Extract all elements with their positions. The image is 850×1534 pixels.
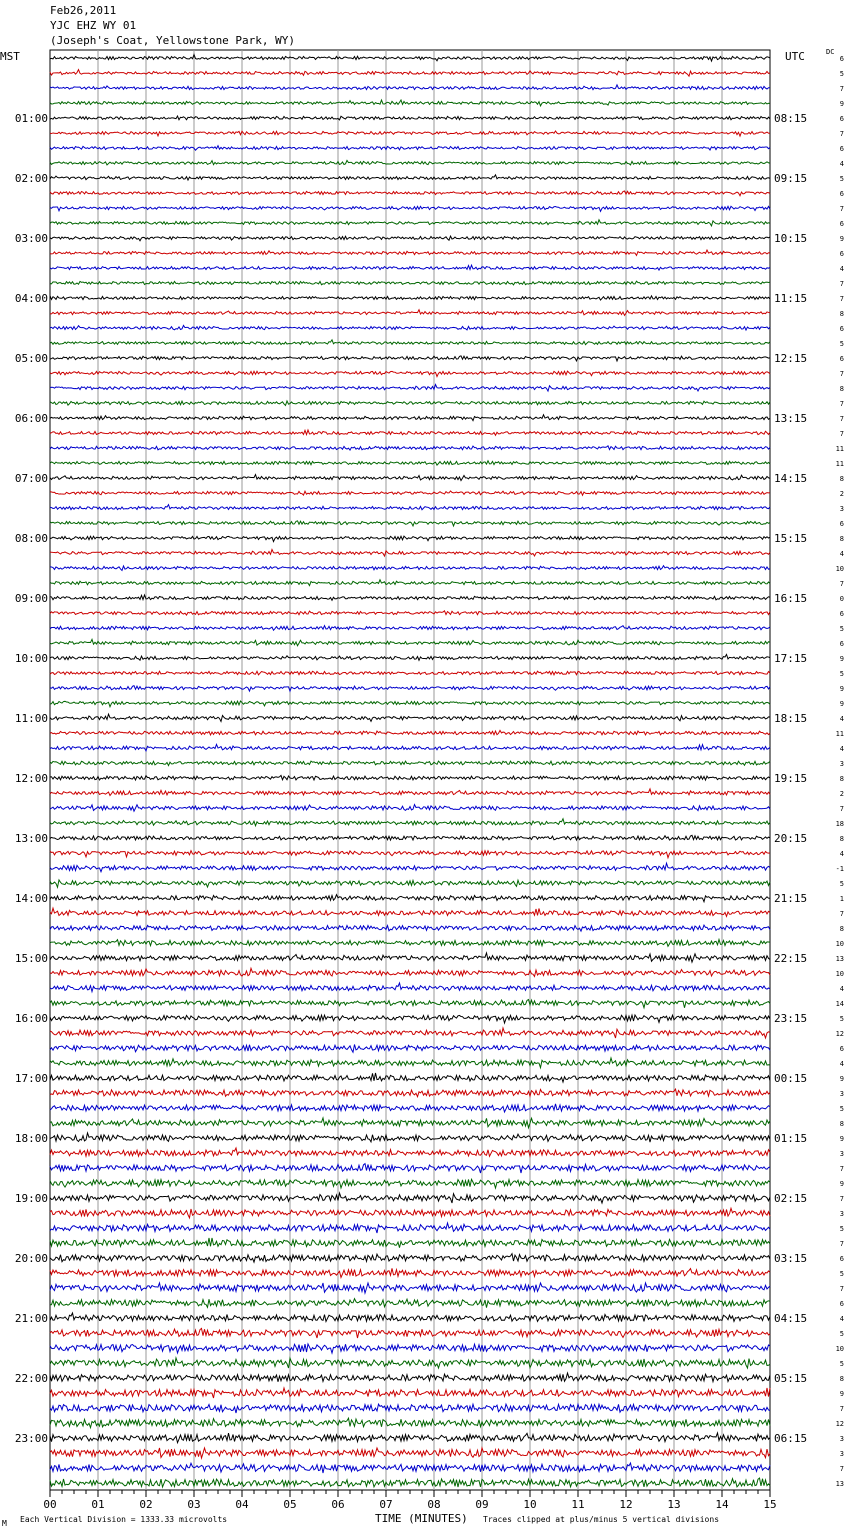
header-location: (Joseph's Coat, Yellowstone Park, WY) [50,34,296,47]
dc-offset-value-20: 6 [839,355,844,363]
mst-hour-label-15: 15:00 [14,952,48,965]
trace-75 [50,1179,770,1188]
dc-offset-value-19: 5 [839,340,844,348]
dc-offset-value-87: 5 [839,1360,844,1368]
mst-hour-label-12: 12:00 [14,772,48,785]
trace-36 [50,595,770,600]
trace-72 [50,1133,770,1142]
left-timezone-label: MST [0,50,20,63]
trace-38 [50,626,770,631]
dc-offset-value-62: 4 [839,985,844,993]
trace-42 [50,686,770,691]
dc-offset-value-95: 13 [835,1480,844,1488]
utc-hour-label-3: 10:15 [774,232,808,245]
trace-20 [50,356,770,361]
dc-offset-value-18: 6 [839,325,844,333]
trace-56 [50,895,770,902]
dc-offset-value-86: 10 [835,1345,844,1353]
mst-hour-label-6: 06:00 [14,412,48,425]
trace-84 [50,1313,770,1322]
dc-offset-value-15: 7 [839,280,844,288]
trace-21 [50,371,770,376]
dc-offset-value-23: 7 [839,400,844,408]
dc-offset-value-84: 4 [839,1315,844,1323]
x-tick-label-08: 08 [427,1498,441,1511]
trace-3 [50,100,770,106]
dc-offset-value-44: 4 [839,715,844,723]
trace-82 [50,1283,770,1293]
x-tick-label-13: 13 [667,1498,681,1511]
utc-hour-label-15: 22:15 [774,952,808,965]
dc-offset-value-77: 3 [839,1210,844,1218]
x-tick-label-14: 14 [715,1498,729,1511]
trace-87 [50,1358,770,1368]
utc-hour-label-16: 23:15 [774,1012,808,1025]
x-tick-label-15: 15 [763,1498,777,1511]
utc-hour-label-11: 18:15 [774,712,808,725]
dc-offset-value-41: 5 [839,670,844,678]
utc-hour-label-9: 16:15 [774,592,808,605]
dc-offset-value-60: 13 [835,955,844,963]
dc-offset-value-28: 8 [839,475,844,483]
trace-71 [50,1118,770,1128]
mst-hour-label-7: 07:00 [14,472,48,485]
trace-30 [50,505,770,510]
trace-53 [50,851,770,858]
trace-58 [50,925,770,931]
mst-hour-label-1: 01:00 [14,112,48,125]
trace-69 [50,1089,770,1097]
trace-2 [50,85,770,90]
trace-88 [50,1373,770,1382]
trace-12 [50,236,770,241]
dc-offset-value-64: 5 [839,1015,844,1023]
trace-9 [50,191,770,196]
dc-offset-value-56: 1 [839,895,844,903]
mst-hour-label-4: 04:00 [14,292,48,305]
trace-62 [50,983,770,992]
dc-offset-value-36: 0 [839,595,844,603]
trace-6 [50,146,770,151]
dc-offset-value-42: 9 [839,685,844,693]
trace-60 [50,953,770,962]
dc-offset-value-10: 7 [839,205,844,213]
dc-offset-value-94: 7 [839,1465,844,1473]
trace-70 [50,1104,770,1112]
trace-16 [50,296,770,300]
trace-15 [50,281,770,285]
dc-offset-value-81: 5 [839,1270,844,1278]
utc-hour-label-8: 15:15 [774,532,808,545]
dc-offset-value-38: 5 [839,625,844,633]
dc-offset-value-1: 5 [839,70,844,78]
dc-offset-value-2: 7 [839,85,844,93]
dc-offset-value-88: 8 [839,1375,844,1383]
dc-offset-value-89: 9 [839,1390,844,1398]
mst-hour-label-8: 08:00 [14,532,48,545]
dc-offset-value-5: 7 [839,130,844,138]
trace-29 [50,491,770,495]
trace-90 [50,1404,770,1413]
trace-13 [50,250,770,255]
trace-52 [50,835,770,840]
trace-64 [50,1015,770,1023]
trace-10 [50,206,770,211]
dc-offset-value-50: 7 [839,805,844,813]
dc-offset-value-68: 9 [839,1075,844,1083]
trace-32 [50,536,770,541]
dc-offset-value-24: 7 [839,415,844,423]
dc-offset-value-92: 3 [839,1435,844,1443]
trace-94 [50,1463,770,1473]
mst-hour-label-3: 03:00 [14,232,48,245]
x-tick-label-06: 06 [331,1498,345,1511]
header-date: Feb26,2011 [50,4,117,17]
trace-40 [50,654,770,660]
trace-54 [50,863,770,871]
trace-19 [50,340,770,345]
x-tick-label-12: 12 [619,1498,633,1511]
mst-hour-label-14: 14:00 [14,892,48,905]
trace-34 [50,566,770,571]
utc-hour-label-17: 00:15 [774,1072,808,1085]
trace-95 [50,1478,770,1487]
mst-hour-label-17: 17:00 [14,1072,48,1085]
trace-66 [50,1044,770,1052]
trace-1 [50,70,770,77]
trace-93 [50,1448,770,1458]
header-station: YJC EHZ WY 01 [50,19,137,32]
dc-offset-value-85: 5 [839,1330,844,1338]
dc-offset-value-34: 10 [835,565,844,573]
dc-offset-value-55: 5 [839,880,844,888]
x-tick-label-02: 02 [139,1498,153,1511]
trace-11 [50,220,770,226]
trace-85 [50,1328,770,1338]
dc-offset-value-25: 7 [839,430,844,438]
x-tick-label-03: 03 [187,1498,201,1511]
dc-offset-value-54: -1 [835,865,844,873]
scale-note: Each Vertical Division = 1333.33 microvolts [20,1515,228,1524]
trace-44 [50,714,770,721]
utc-hour-label-1: 08:15 [774,112,808,125]
x-tick-label-00: 00 [43,1498,57,1511]
utc-hour-label-21: 04:15 [774,1312,808,1325]
dc-offset-value-80: 6 [839,1255,844,1263]
dc-offset-value-3: 9 [839,100,844,108]
dc-offset-value-49: 2 [839,790,844,798]
trace-68 [50,1073,770,1082]
trace-35 [50,580,770,586]
dc-offset-value-66: 6 [839,1045,844,1053]
dc-offset-value-40: 9 [839,655,844,663]
dc-offset-value-83: 6 [839,1300,844,1308]
dc-offset-value-4: 6 [839,115,844,123]
dc-offset-value-37: 6 [839,610,844,618]
trace-18 [50,325,770,330]
mst-hour-label-2: 02:00 [14,172,48,185]
dc-offset-value-27: 11 [835,460,844,468]
trace-4 [50,116,770,120]
dc-offset-value-13: 6 [839,250,844,258]
dc-offset-header: DC [826,48,835,56]
dc-offset-value-11: 6 [839,220,844,228]
clip-note: Traces clipped at plus/minus 5 vertical divisions [483,1515,720,1524]
mst-hour-label-20: 20:00 [14,1252,48,1265]
trace-28 [50,475,770,481]
trace-37 [50,611,770,615]
utc-hour-label-7: 14:15 [774,472,808,485]
x-tick-label-09: 09 [475,1498,489,1511]
trace-77 [50,1208,770,1218]
dc-offset-value-73: 3 [839,1150,844,1158]
dc-offset-value-78: 5 [839,1225,844,1233]
dc-offset-value-32: 8 [839,535,844,543]
dc-offset-value-35: 7 [839,580,844,588]
utc-hour-label-20: 03:15 [774,1252,808,1265]
x-tick-label-05: 05 [283,1498,297,1511]
trace-74 [50,1164,770,1173]
trace-33 [50,550,770,557]
x-tick-label-11: 11 [571,1498,585,1511]
utc-hour-label-12: 19:15 [774,772,808,785]
dc-offset-value-43: 9 [839,700,844,708]
utc-hour-label-14: 21:15 [774,892,808,905]
trace-91 [50,1418,770,1427]
dc-offset-value-17: 8 [839,310,844,318]
trace-46 [50,744,770,751]
trace-50 [50,805,770,812]
dc-offset-value-53: 4 [839,850,844,858]
dc-offset-value-76: 7 [839,1195,844,1203]
dc-offset-value-75: 9 [839,1180,844,1188]
mst-hour-label-22: 22:00 [14,1372,48,1385]
dc-offset-value-21: 7 [839,370,844,378]
dc-offset-value-0: 6 [839,55,844,63]
trace-89 [50,1388,770,1398]
trace-17 [50,310,770,316]
utc-hour-label-22: 05:15 [774,1372,808,1385]
trace-73 [50,1148,770,1156]
dc-offset-value-93: 3 [839,1450,844,1458]
dc-offset-value-69: 3 [839,1090,844,1098]
trace-61 [50,968,770,976]
trace-79 [50,1238,770,1248]
dc-offset-value-7: 4 [839,160,844,168]
trace-65 [50,1028,770,1038]
dc-offset-value-82: 7 [839,1285,844,1293]
mst-hour-label-21: 21:00 [14,1312,48,1325]
right-timezone-label: UTC [785,50,805,63]
dc-offset-value-61: 10 [835,970,844,978]
mst-hour-label-5: 05:00 [14,352,48,365]
dc-offset-value-46: 4 [839,745,844,753]
trace-48 [50,775,770,780]
utc-hour-label-23: 06:15 [774,1432,808,1445]
x-tick-label-04: 04 [235,1498,249,1511]
dc-offset-value-58: 8 [839,925,844,933]
dc-offset-value-33: 4 [839,550,844,558]
trace-31 [50,521,770,526]
trace-14 [50,265,770,270]
dc-offset-value-65: 12 [835,1030,844,1038]
mst-hour-label-11: 11:00 [14,712,48,725]
trace-5 [50,131,770,136]
utc-hour-label-6: 13:15 [774,412,808,425]
trace-47 [50,761,770,765]
utc-hour-label-13: 20:15 [774,832,808,845]
dc-offset-value-90: 7 [839,1405,844,1413]
dc-offset-value-14: 4 [839,265,844,273]
utc-hour-label-18: 01:15 [774,1132,808,1145]
x-tick-label-01: 01 [91,1498,105,1511]
trace-7 [50,160,770,165]
mst-hour-label-9: 09:00 [14,592,48,605]
trace-67 [50,1058,770,1068]
trace-0 [50,55,770,61]
trace-78 [50,1223,770,1233]
trace-27 [50,461,770,465]
dc-offset-value-57: 7 [839,910,844,918]
dc-offset-value-12: 9 [839,235,844,243]
trace-39 [50,639,770,645]
trace-43 [50,701,770,707]
utc-hour-label-5: 12:15 [774,352,808,365]
trace-92 [50,1433,770,1443]
dc-offset-value-8: 5 [839,175,844,183]
dc-offset-value-91: 12 [835,1420,844,1428]
trace-49 [50,789,770,796]
dc-offset-value-16: 7 [839,295,844,303]
trace-57 [50,908,770,916]
trace-86 [50,1344,770,1353]
utc-hour-label-10: 17:15 [774,652,808,665]
dc-offset-value-70: 5 [839,1105,844,1113]
dc-offset-value-22: 8 [839,385,844,393]
trace-8 [50,175,770,180]
mst-hour-label-19: 19:00 [14,1192,48,1205]
utc-hour-label-19: 02:15 [774,1192,808,1205]
trace-80 [50,1254,770,1262]
dc-offset-value-30: 3 [839,505,844,513]
trace-22 [50,385,770,392]
x-tick-label-07: 07 [379,1498,393,1511]
trace-23 [50,401,770,405]
dc-offset-value-47: 3 [839,760,844,768]
dc-offset-value-31: 6 [839,520,844,528]
dc-offset-value-26: 11 [835,445,844,453]
dc-offset-value-48: 8 [839,775,844,783]
dc-offset-value-67: 4 [839,1060,844,1068]
trace-41 [50,671,770,675]
dc-offset-value-63: 14 [835,1000,844,1008]
trace-81 [50,1268,770,1277]
trace-59 [50,940,770,947]
mst-hour-label-18: 18:00 [14,1132,48,1145]
x-axis-title: TIME (MINUTES) [375,1512,468,1525]
footer-left-mark: M [2,1519,7,1528]
trace-76 [50,1193,770,1203]
trace-26 [50,446,770,450]
dc-offset-value-6: 6 [839,145,844,153]
x-tick-label-10: 10 [523,1498,537,1511]
trace-51 [50,819,770,826]
trace-55 [50,880,770,887]
mst-hour-label-23: 23:00 [14,1432,48,1445]
utc-hour-label-2: 09:15 [774,172,808,185]
dc-offset-value-52: 8 [839,835,844,843]
dc-offset-value-59: 10 [835,940,844,948]
dc-offset-value-74: 7 [839,1165,844,1173]
trace-25 [50,430,770,435]
utc-hour-label-4: 11:15 [774,292,808,305]
trace-83 [50,1299,770,1308]
trace-63 [50,999,770,1007]
dc-offset-value-9: 6 [839,190,844,198]
dc-offset-value-71: 8 [839,1120,844,1128]
dc-offset-value-45: 11 [835,730,844,738]
dc-offset-value-39: 6 [839,640,844,648]
dc-offset-value-79: 7 [839,1240,844,1248]
mst-hour-label-16: 16:00 [14,1012,48,1025]
dc-offset-value-51: 18 [835,820,844,828]
dc-offset-value-29: 2 [839,490,844,498]
mst-hour-label-10: 10:00 [14,652,48,665]
trace-45 [50,730,770,735]
dc-offset-value-72: 9 [839,1135,844,1143]
mst-hour-label-13: 13:00 [14,832,48,845]
trace-24 [50,415,770,421]
